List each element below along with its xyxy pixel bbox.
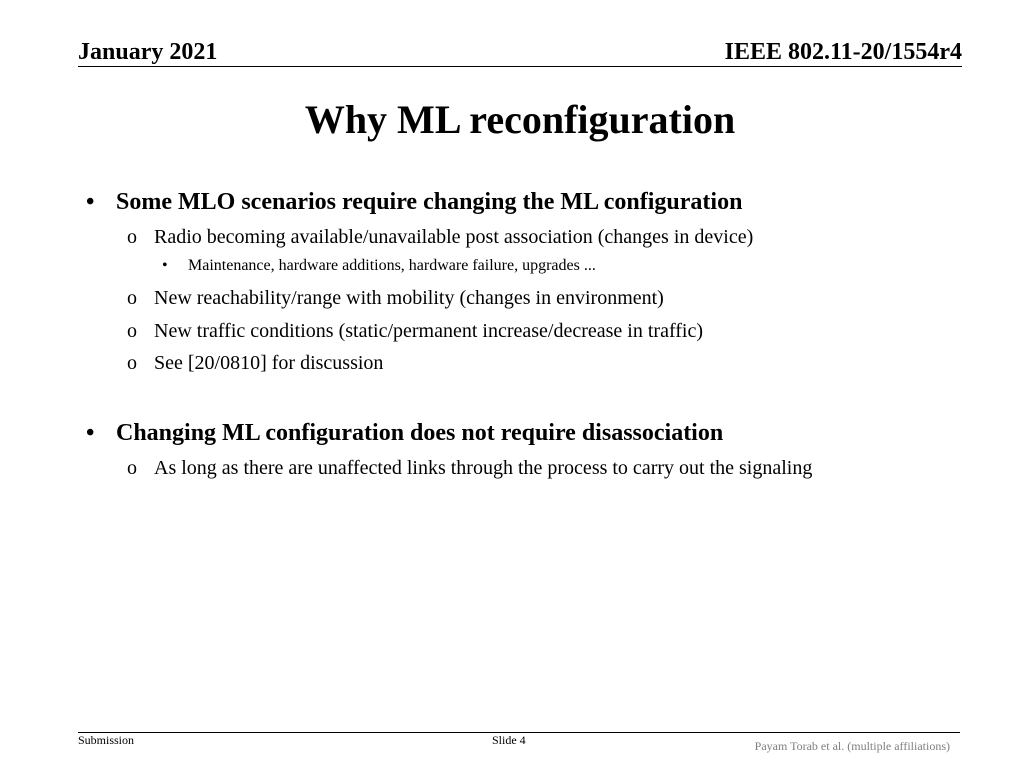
sub-bullet-marker: o bbox=[127, 352, 137, 374]
footer-authors: Payam Torab et al. (multiple affiliations) bbox=[754, 739, 950, 753]
bullet-marker: • bbox=[86, 189, 95, 215]
list-item: New traffic conditions (static/permanent increase/decrease in traffic) bbox=[154, 320, 704, 342]
list-item: New reachability/range with mobility (changes in environment) bbox=[154, 287, 664, 309]
sub-bullet-marker: o bbox=[127, 320, 137, 342]
slide-number: Slide 4 bbox=[492, 733, 526, 747]
sub-bullet-marker: o bbox=[127, 457, 137, 479]
footer-submission: Submission bbox=[78, 733, 135, 747]
list-item: As long as there are unaffected links through the process to carry out the signaling bbox=[154, 457, 813, 479]
list-item: See [20/0810] for discussion bbox=[154, 352, 384, 374]
sub-bullet-marker: o bbox=[127, 287, 137, 309]
section-heading: Some MLO scenarios require changing the ML configuration bbox=[116, 189, 743, 215]
header-date: January 2021 bbox=[78, 39, 218, 65]
header-document-id: IEEE 802.11-20/1554r4 bbox=[724, 39, 962, 65]
bullet-marker: • bbox=[86, 420, 95, 446]
list-item: Radio becoming available/unavailable post association (changes in device) bbox=[154, 226, 754, 248]
sub-bullet-marker: o bbox=[127, 226, 137, 248]
list-item: Maintenance, hardware additions, hardware failure, upgrades ... bbox=[188, 257, 596, 274]
header-divider bbox=[78, 66, 962, 67]
section-heading: Changing ML configuration does not require disassociation bbox=[116, 420, 724, 446]
sub-sub-bullet-marker: • bbox=[162, 257, 168, 274]
slide-title: Why ML reconfiguration bbox=[304, 97, 736, 142]
